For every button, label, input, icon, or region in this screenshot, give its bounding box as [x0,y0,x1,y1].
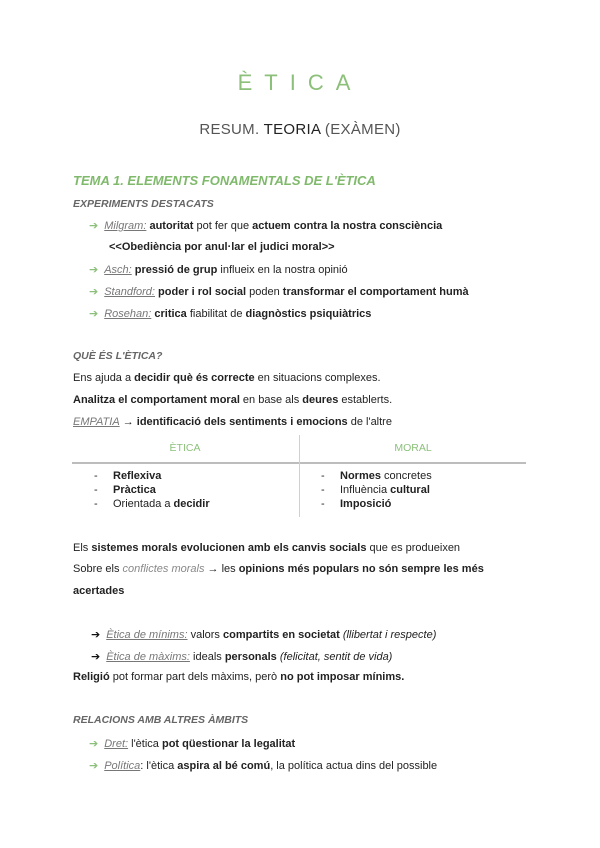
green-arrow-icon: ➔ [89,220,99,232]
col-header-moral: MORAL [394,442,432,454]
dash: - [94,498,98,510]
text: que es produeixen [366,542,461,554]
document-title: ÈTICA [237,70,363,95]
text-bold: actuem contra la nostra consciència [252,220,443,232]
list-item-rosehan [89,307,371,320]
text: Orientada a [113,498,174,510]
text-bold: Religió [73,671,110,683]
text: Influència [340,484,391,496]
milgram-quote [109,241,335,253]
text-bold: identificació dels sentiments i emocions [136,416,348,428]
experiments-heading: EXPERIMENTS DESTACATS [73,198,214,210]
table-cell-item [94,470,161,482]
black-arrow-icon: ➔ [91,651,101,663]
paragraph-line [73,394,392,406]
list-item-politica [89,759,437,772]
text: pot formar part dels màxims, però [109,671,281,683]
col-header-etica: ÈTICA [169,442,201,454]
text: en situacions complexes. [254,372,381,384]
text-bold: Pràctica [113,484,156,496]
text-bold: cultural [390,484,430,496]
tema-1-heading: TEMA 1. ELEMENTS FONAMENTALS DE L'ÈTICA [73,173,376,188]
text-bold: decidir què és correcte [134,372,255,384]
table-cell-item [321,484,430,496]
standford-label: Standford: [104,286,155,298]
milgram-label: Milgram: [104,220,147,232]
text-bold: autoritat [149,220,194,232]
text-bold: pot qüestionar la legalitat [161,738,296,750]
text: influeix en la nostra opinió [217,264,348,276]
text-bold: deures [302,394,339,406]
dash: - [321,498,325,510]
text-bold: acertades [73,585,125,597]
list-item-dret [89,737,295,750]
text: establerts. [338,394,393,406]
dash: - [94,470,98,482]
empatia-label: EMPATIA [73,416,120,428]
dash: - [94,484,98,496]
text: Els [73,542,92,554]
column-divider [299,435,300,517]
paragraph-line [73,416,392,428]
relacions-heading: RELACIONS AMB ALTRES ÀMBITS [73,714,249,726]
text: concretes [380,470,432,482]
text: valors [187,629,223,641]
table-cell-item [94,498,210,510]
dret-label: Dret: [104,738,129,750]
subtitle-suffix: (EXÀMEN) [320,121,401,138]
text-bold: <<Obediència por anul·lar el judici moral>> [109,241,335,253]
text-italic: (felicitat, sentit de vida) [276,651,393,663]
text-bold: diagnòstics psiquiàtrics [245,308,372,320]
paragraph-line [73,372,381,384]
text-bold: Reflexiva [113,470,162,482]
list-item-asch [89,263,348,276]
politica-label: Política [104,760,141,772]
text: de l'altre [347,416,392,428]
que-es-heading: QUÈ ÉS L'ÈTICA? [73,350,163,362]
black-arrow-icon: ➔ [91,629,101,641]
list-item-standford [89,285,469,298]
text: : l'ètica [140,760,178,772]
text-bold: decidir [173,498,210,510]
subtitle-emph: TEORIA [263,121,321,138]
text: , la política actua dins del possible [270,760,438,772]
table-cell-item [321,470,432,482]
list-item-minims [91,628,436,641]
etica-moral-table [72,435,526,517]
text: poden [246,286,283,298]
document-subtitle [0,121,600,138]
text-bold: critica [154,308,187,320]
green-arrow-icon: ➔ [89,286,99,298]
arrow-right-icon: → [119,416,137,428]
text-bold: Analitza el comportament moral [73,394,240,406]
green-arrow-icon: ➔ [89,264,99,276]
text-bold: Imposició [340,498,392,510]
dash: - [321,470,325,482]
green-arrow-icon: ➔ [89,308,99,320]
subtitle-prefix: RESUM. [199,121,264,138]
paragraph-line [73,542,460,554]
text-bold: personals [224,651,277,663]
text-bold: poder i rol social [158,286,247,298]
text: fiabilitat de [186,308,246,320]
text-bold: compartits en societat [223,629,340,641]
paragraph-line [73,671,404,683]
text-bold: aspira al bé comú [177,760,271,772]
paragraph-line [73,563,484,575]
text-bold: sistemes morals evolucionen amb els canvis socials [91,542,367,554]
text-bold: Normes [340,470,381,482]
asch-label: Asch: [104,264,132,276]
dash: - [321,484,325,496]
paragraph-line [73,585,124,597]
text-bold: no pot imposar mínims. [280,671,405,683]
text-bold: pressió de grup [134,264,218,276]
text: pot fer que [193,220,253,232]
text: ideals [189,651,225,663]
list-item-milgram [89,219,442,232]
text-bold: transformar el comportament humà [282,286,469,298]
table-cell-item [94,484,156,496]
etica-maxims-label: Ètica de màxims: [106,651,190,663]
green-arrow-icon: ➔ [89,738,99,750]
text: les [221,563,239,575]
text: Sobre els [73,563,123,575]
conflictes-morals-label: conflictes morals [122,563,205,575]
text-bold: opinions més populars no són sempre les més [238,563,484,575]
list-item-maxims [91,650,392,663]
text: en base als [239,394,303,406]
text: l'ètica [128,738,162,750]
etica-minims-label: Ètica de mínims: [106,629,188,641]
arrow-right-icon: → [204,563,222,575]
text-italic: (llibertat i respecte) [339,629,437,641]
rosehan-label: Rosehan: [104,308,152,320]
green-arrow-icon: ➔ [89,760,99,772]
text: Ens ajuda a [73,372,135,384]
table-cell-item [321,498,391,510]
